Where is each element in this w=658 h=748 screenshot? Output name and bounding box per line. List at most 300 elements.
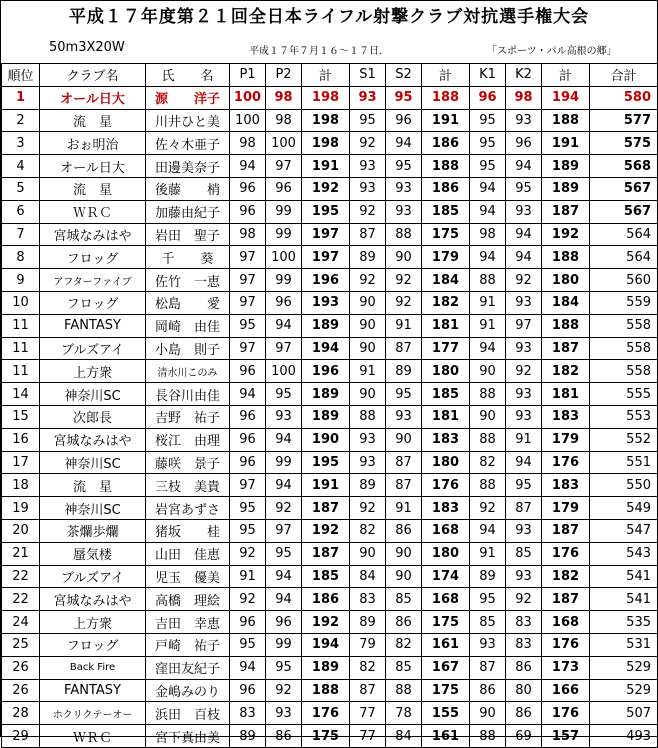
- cell-s2: 92: [386, 291, 422, 314]
- cell-k2: 80: [506, 679, 542, 702]
- cell-name: 田邊美奈子: [146, 155, 230, 178]
- cell-p1: 95: [230, 497, 266, 520]
- cell-s2: 95: [386, 383, 422, 406]
- cell-p2: 94: [266, 588, 302, 611]
- cell-s2: 95: [386, 155, 422, 178]
- cell-s1: 95: [350, 109, 386, 132]
- cell-grand-total: 567: [590, 177, 658, 200]
- cell-k1: 88: [470, 269, 506, 292]
- cell-standing-total: 168: [422, 519, 470, 542]
- cell-name: 岡崎 由佳: [146, 314, 230, 337]
- cell-rank: 18: [2, 474, 40, 497]
- cell-club: 流 星: [40, 177, 146, 200]
- table-row: [2, 86, 658, 109]
- cell-k2: 93: [506, 291, 542, 314]
- cell-p2: 99: [266, 451, 302, 474]
- cell-p1: 96: [230, 405, 266, 428]
- cell-prone-total: 186: [302, 588, 350, 611]
- cell-s1: 84: [350, 565, 386, 588]
- cell-standing-total: 180: [422, 542, 470, 565]
- cell-p1: 97: [230, 291, 266, 314]
- cell-kneeling-total: 189: [542, 155, 590, 178]
- cell-standing-total: 186: [422, 132, 470, 155]
- cell-p2: 95: [266, 383, 302, 406]
- cell-prone-total: 198: [302, 86, 350, 109]
- cell-s1: 90: [350, 314, 386, 337]
- cell-kneeling-total: 187: [542, 519, 590, 542]
- cell-prone-total: 193: [302, 291, 350, 314]
- cell-standing-total: 155: [422, 702, 470, 725]
- cell-prone-total: 198: [302, 132, 350, 155]
- cell-rank: 22: [2, 565, 40, 588]
- cell-prone-total: 189: [302, 656, 350, 679]
- cell-grand-total: 555: [590, 383, 658, 406]
- cell-standing-total: 185: [422, 383, 470, 406]
- cell-s1: 91: [350, 360, 386, 383]
- table-row: [2, 200, 658, 223]
- header-p2: P2: [266, 64, 302, 87]
- cell-s2: 85: [386, 588, 422, 611]
- cell-p2: 99: [266, 269, 302, 292]
- cell-p2: 95: [266, 542, 302, 565]
- cell-standing-total: 191: [422, 109, 470, 132]
- cell-p1: 96: [230, 428, 266, 451]
- cell-k1: 86: [470, 679, 506, 702]
- cell-p2: 93: [266, 405, 302, 428]
- cell-club: ブルズアイ: [40, 565, 146, 588]
- cell-p1: 95: [230, 519, 266, 542]
- cell-kneeling-total: 188: [542, 109, 590, 132]
- cell-p2: 97: [266, 519, 302, 542]
- cell-prone-total: 192: [302, 611, 350, 634]
- cell-prone-total: 185: [302, 565, 350, 588]
- cell-club: 茶爛歩爛: [40, 519, 146, 542]
- cell-club: フロッグ: [40, 291, 146, 314]
- cell-rank: 20: [2, 519, 40, 542]
- cell-grand-total: 577: [590, 109, 658, 132]
- header-name: 氏 名: [146, 64, 230, 87]
- cell-p1: 100: [230, 109, 266, 132]
- cell-club: 上方衆: [40, 360, 146, 383]
- cell-k1: 90: [470, 405, 506, 428]
- cell-s2: 95: [386, 86, 422, 109]
- cell-rank: 21: [2, 542, 40, 565]
- cell-s2: 91: [386, 314, 422, 337]
- cell-s2: 90: [386, 246, 422, 269]
- cell-kneeling-total: 176: [542, 702, 590, 725]
- cell-s2: 84: [386, 725, 422, 748]
- cell-p2: 98: [266, 86, 302, 109]
- table-row: [2, 428, 658, 451]
- cell-club: ＷＲＣ: [40, 200, 146, 223]
- cell-standing-total: 175: [422, 611, 470, 634]
- cell-prone-total: 192: [302, 519, 350, 542]
- cell-kneeling-total: 187: [542, 588, 590, 611]
- cell-club: フロッグ: [40, 633, 146, 656]
- cell-s1: 92: [350, 269, 386, 292]
- table-row: [2, 474, 658, 497]
- cell-s2: 94: [386, 132, 422, 155]
- cell-k2: 93: [506, 565, 542, 588]
- event-venue: 「スポーツ・パル高根の郷」: [487, 46, 617, 57]
- cell-grand-total: 541: [590, 565, 658, 588]
- cell-k2: 91: [506, 428, 542, 451]
- cell-s2: 86: [386, 611, 422, 634]
- cell-name: 三枝 美貴: [146, 474, 230, 497]
- cell-k1: 94: [470, 177, 506, 200]
- cell-club: オール日大: [40, 86, 146, 109]
- cell-p2: 100: [266, 360, 302, 383]
- table-row: [2, 611, 658, 634]
- cell-p2: 94: [266, 474, 302, 497]
- cell-prone-total: 194: [302, 337, 350, 360]
- cell-k1: 98: [470, 223, 506, 246]
- cell-s2: 92: [386, 269, 422, 292]
- cell-prone-total: 191: [302, 155, 350, 178]
- cell-kneeling-total: 188: [542, 246, 590, 269]
- header-grand-total: 合計: [590, 64, 658, 87]
- cell-prone-total: 194: [302, 633, 350, 656]
- cell-name: 清水川このみ: [146, 360, 230, 383]
- cell-prone-total: 187: [302, 542, 350, 565]
- cell-k2: 87: [506, 497, 542, 520]
- cell-p2: 92: [266, 497, 302, 520]
- cell-k2: 94: [506, 451, 542, 474]
- cell-grand-total: 543: [590, 542, 658, 565]
- cell-p1: 97: [230, 269, 266, 292]
- cell-s1: 90: [350, 291, 386, 314]
- cell-s2: 86: [386, 519, 422, 542]
- cell-p2: 100: [266, 246, 302, 269]
- cell-p1: 100: [230, 86, 266, 109]
- cell-k1: 87: [470, 656, 506, 679]
- cell-prone-total: 189: [302, 405, 350, 428]
- cell-standing-total: 176: [422, 474, 470, 497]
- cell-prone-total: 175: [302, 725, 350, 748]
- table-row: [2, 223, 658, 246]
- cell-name: 高橋 理絵: [146, 588, 230, 611]
- cell-rank: 17: [2, 451, 40, 474]
- cell-p2: 99: [266, 200, 302, 223]
- cell-k1: 88: [470, 725, 506, 748]
- cell-grand-total: 580: [590, 86, 658, 109]
- cell-prone-total: 190: [302, 428, 350, 451]
- cell-prone-total: 176: [302, 702, 350, 725]
- table-row: [2, 291, 658, 314]
- cell-s1: 92: [350, 132, 386, 155]
- cell-kneeling-total: 168: [542, 611, 590, 634]
- cell-k2: 97: [506, 314, 542, 337]
- cell-rank: 29: [2, 725, 40, 748]
- cell-k2: 92: [506, 588, 542, 611]
- cell-standing-total: 186: [422, 177, 470, 200]
- cell-name: 児玉 優美: [146, 565, 230, 588]
- cell-p1: 97: [230, 337, 266, 360]
- cell-grand-total: 531: [590, 633, 658, 656]
- cell-p1: 89: [230, 725, 266, 748]
- cell-k1: 94: [470, 337, 506, 360]
- cell-prone-total: 197: [302, 223, 350, 246]
- cell-k1: 95: [470, 109, 506, 132]
- event-label: 50m3X20W: [49, 40, 125, 55]
- cell-k2: 94: [506, 246, 542, 269]
- cell-club: 神奈川SC: [40, 497, 146, 520]
- table-row: [2, 679, 658, 702]
- table-row: [2, 155, 658, 178]
- cell-name: 宮下真由美: [146, 725, 230, 748]
- header-prone-total: 計: [302, 64, 350, 87]
- cell-s2: 90: [386, 565, 422, 588]
- cell-kneeling-total: 176: [542, 633, 590, 656]
- cell-p1: 97: [230, 474, 266, 497]
- cell-p2: 99: [266, 633, 302, 656]
- table-row: [2, 725, 658, 748]
- cell-kneeling-total: 176: [542, 542, 590, 565]
- cell-k2: 95: [506, 474, 542, 497]
- cell-club: フロッグ: [40, 246, 146, 269]
- cell-name: 金嶋みのり: [146, 679, 230, 702]
- cell-k2: 92: [506, 269, 542, 292]
- cell-prone-total: 188: [302, 679, 350, 702]
- cell-club: おぉ明治: [40, 132, 146, 155]
- cell-s2: 90: [386, 542, 422, 565]
- table-row: [2, 451, 658, 474]
- cell-standing-total: 181: [422, 405, 470, 428]
- table-row: [2, 337, 658, 360]
- cell-name: 戸崎 祐子: [146, 633, 230, 656]
- cell-grand-total: 541: [590, 588, 658, 611]
- table-row: [2, 246, 658, 269]
- cell-p2: 96: [266, 291, 302, 314]
- cell-club: ブルズアイ: [40, 337, 146, 360]
- cell-club: 流 星: [40, 474, 146, 497]
- cell-name: 岩宮あずさ: [146, 497, 230, 520]
- cell-s1: 77: [350, 725, 386, 748]
- cell-kneeling-total: 188: [542, 314, 590, 337]
- cell-kneeling-total: 181: [542, 383, 590, 406]
- cell-s2: 88: [386, 679, 422, 702]
- header-standing-total: 計: [422, 64, 470, 87]
- cell-k2: 93: [506, 383, 542, 406]
- cell-prone-total: 189: [302, 383, 350, 406]
- cell-rank: 19: [2, 497, 40, 520]
- cell-rank: 7: [2, 223, 40, 246]
- cell-k1: 91: [470, 542, 506, 565]
- header-s1: S1: [350, 64, 386, 87]
- cell-grand-total: 550: [590, 474, 658, 497]
- cell-kneeling-total: 179: [542, 428, 590, 451]
- cell-name: 山田 佳恵: [146, 542, 230, 565]
- cell-kneeling-total: 179: [542, 497, 590, 520]
- cell-s1: 83: [350, 588, 386, 611]
- cell-name: 千 葵: [146, 246, 230, 269]
- cell-p2: 94: [266, 565, 302, 588]
- cell-rank: 16: [2, 428, 40, 451]
- cell-club: 宮城なみはや: [40, 588, 146, 611]
- cell-name: 吉野 祐子: [146, 405, 230, 428]
- cell-p2: 96: [266, 611, 302, 634]
- cell-name: 加藤由紀子: [146, 200, 230, 223]
- cell-k2: 94: [506, 155, 542, 178]
- table-row: [2, 519, 658, 542]
- cell-grand-total: 575: [590, 132, 658, 155]
- cell-k2: 85: [506, 542, 542, 565]
- cell-rank: 26: [2, 679, 40, 702]
- cell-s2: 87: [386, 474, 422, 497]
- cell-p1: 97: [230, 246, 266, 269]
- cell-kneeling-total: 182: [542, 565, 590, 588]
- cell-kneeling-total: 194: [542, 86, 590, 109]
- header-k2: K2: [506, 64, 542, 87]
- cell-standing-total: 168: [422, 588, 470, 611]
- cell-name: 岩田 聖子: [146, 223, 230, 246]
- cell-s1: 90: [350, 337, 386, 360]
- cell-k1: 91: [470, 291, 506, 314]
- cell-s2: 82: [386, 633, 422, 656]
- cell-standing-total: 161: [422, 633, 470, 656]
- cell-p2: 99: [266, 223, 302, 246]
- header-club: クラブ名: [40, 64, 146, 87]
- cell-rank: 4: [2, 155, 40, 178]
- cell-k1: 90: [470, 702, 506, 725]
- cell-s1: 89: [350, 246, 386, 269]
- cell-s1: 87: [350, 223, 386, 246]
- cell-club: 上方衆: [40, 611, 146, 634]
- cell-name: 窪田友紀子: [146, 656, 230, 679]
- cell-standing-total: 181: [422, 314, 470, 337]
- cell-kneeling-total: 184: [542, 291, 590, 314]
- cell-p1: 96: [230, 611, 266, 634]
- cell-prone-total: 187: [302, 497, 350, 520]
- cell-kneeling-total: 187: [542, 200, 590, 223]
- cell-grand-total: 558: [590, 360, 658, 383]
- cell-grand-total: 560: [590, 269, 658, 292]
- cell-club: 次郎長: [40, 405, 146, 428]
- cell-k2: 98: [506, 86, 542, 109]
- cell-k1: 95: [470, 155, 506, 178]
- page-title: 平成１７年度第２１回全日本ライフル射撃クラブ対抗選手権大会: [68, 7, 590, 27]
- table-row: [2, 497, 658, 520]
- cell-s1: 93: [350, 177, 386, 200]
- cell-grand-total: 568: [590, 155, 658, 178]
- cell-p1: 94: [230, 155, 266, 178]
- cell-k2: 93: [506, 405, 542, 428]
- cell-s1: 77: [350, 702, 386, 725]
- cell-name: 松島 愛: [146, 291, 230, 314]
- results-body: [2, 86, 658, 747]
- cell-grand-total: 535: [590, 611, 658, 634]
- header-s2: S2: [386, 64, 422, 87]
- cell-s2: 90: [386, 428, 422, 451]
- cell-k2: 94: [506, 223, 542, 246]
- cell-s2: 93: [386, 405, 422, 428]
- cell-p2: 96: [266, 177, 302, 200]
- cell-p1: 96: [230, 451, 266, 474]
- cell-name: 後藤 梢: [146, 177, 230, 200]
- table-row: [2, 702, 658, 725]
- cell-k1: 92: [470, 497, 506, 520]
- cell-rank: 28: [2, 702, 40, 725]
- cell-club: 宮城なみはや: [40, 428, 146, 451]
- cell-standing-total: 185: [422, 200, 470, 223]
- cell-s2: 96: [386, 109, 422, 132]
- cell-k2: 83: [506, 611, 542, 634]
- cell-grand-total: 507: [590, 702, 658, 725]
- table-row: [2, 360, 658, 383]
- table-row: [2, 565, 658, 588]
- cell-standing-total: 182: [422, 291, 470, 314]
- cell-p1: 91: [230, 565, 266, 588]
- cell-k1: 90: [470, 360, 506, 383]
- cell-k1: 94: [470, 519, 506, 542]
- cell-grand-total: 564: [590, 223, 658, 246]
- cell-prone-total: 198: [302, 109, 350, 132]
- cell-prone-total: 189: [302, 314, 350, 337]
- cell-k2: 92: [506, 360, 542, 383]
- cell-s1: 87: [350, 679, 386, 702]
- cell-k2: 83: [506, 633, 542, 656]
- cell-rank: 15: [2, 405, 40, 428]
- cell-rank: 9: [2, 269, 40, 292]
- cell-p1: 96: [230, 360, 266, 383]
- cell-grand-total: 547: [590, 519, 658, 542]
- cell-standing-total: 184: [422, 269, 470, 292]
- cell-p2: 94: [266, 428, 302, 451]
- cell-prone-total: 196: [302, 360, 350, 383]
- cell-s1: 93: [350, 155, 386, 178]
- cell-p2: 94: [266, 314, 302, 337]
- cell-k2: 96: [506, 132, 542, 155]
- cell-s2: 85: [386, 656, 422, 679]
- table-row: [2, 383, 658, 406]
- table-row: [2, 132, 658, 155]
- cell-s1: 93: [350, 86, 386, 109]
- cell-kneeling-total: 187: [542, 337, 590, 360]
- cell-grand-total: 551: [590, 451, 658, 474]
- cell-kneeling-total: 192: [542, 223, 590, 246]
- table-row: [2, 405, 658, 428]
- cell-k1: 89: [470, 565, 506, 588]
- cell-rank: 10: [2, 291, 40, 314]
- cell-grand-total: 529: [590, 656, 658, 679]
- cell-club: 宮城なみはや: [40, 223, 146, 246]
- cell-grand-total: 558: [590, 314, 658, 337]
- cell-kneeling-total: 182: [542, 360, 590, 383]
- cell-standing-total: 183: [422, 428, 470, 451]
- cell-standing-total: 167: [422, 656, 470, 679]
- cell-prone-total: 195: [302, 200, 350, 223]
- cell-p1: 94: [230, 656, 266, 679]
- header-rank: 順位: [2, 64, 40, 87]
- cell-grand-total: 549: [590, 497, 658, 520]
- header-k1: K1: [470, 64, 506, 87]
- cell-k1: 94: [470, 246, 506, 269]
- cell-p1: 96: [230, 679, 266, 702]
- cell-standing-total: 161: [422, 725, 470, 748]
- cell-s2: 89: [386, 360, 422, 383]
- cell-club: ホクリクテーオー: [40, 702, 146, 725]
- cell-club: 流 星: [40, 109, 146, 132]
- cell-name: 桜江 由理: [146, 428, 230, 451]
- cell-grand-total: 552: [590, 428, 658, 451]
- cell-name: 川井ひと美: [146, 109, 230, 132]
- cell-rank: 3: [2, 132, 40, 155]
- cell-s2: 87: [386, 337, 422, 360]
- cell-club: 蜃気楼: [40, 542, 146, 565]
- cell-rank: 22: [2, 588, 40, 611]
- cell-p1: 96: [230, 200, 266, 223]
- cell-standing-total: 188: [422, 86, 470, 109]
